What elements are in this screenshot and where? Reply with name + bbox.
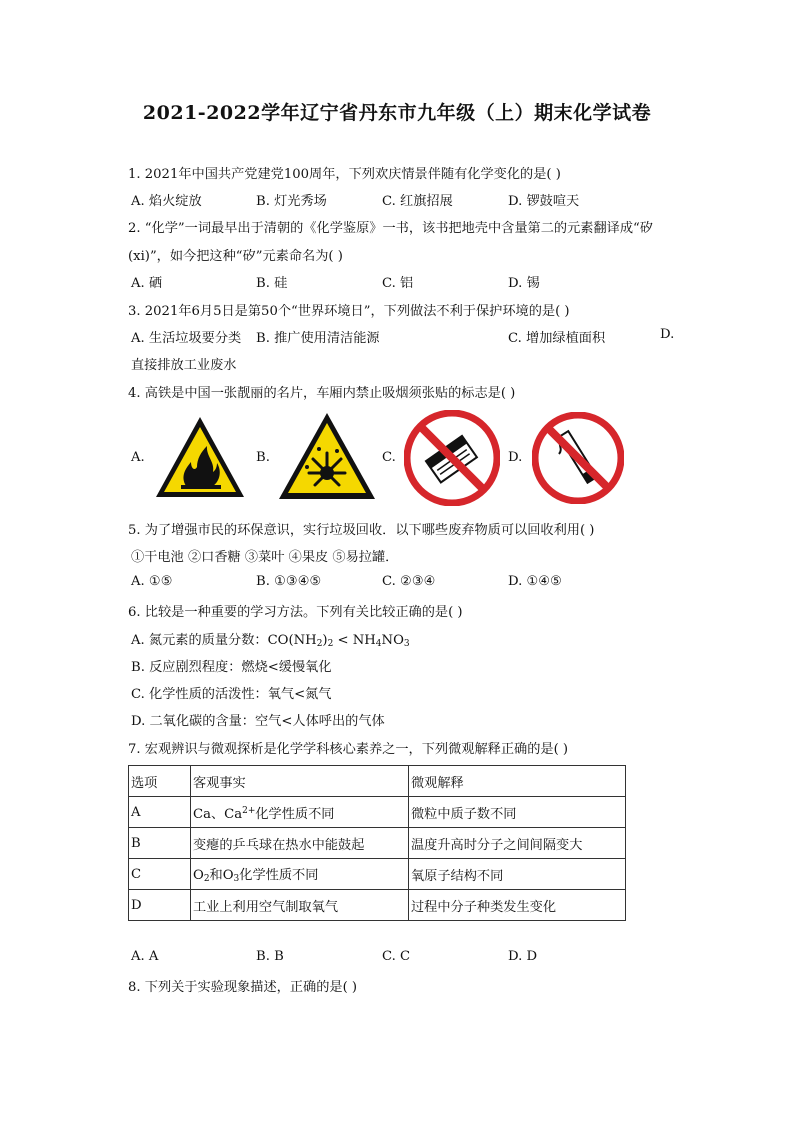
q4-option-a: A. (131, 450, 145, 465)
q6-option-c: C. 化学性质的活泼性：氧气<氮气 (131, 687, 332, 702)
q4-option-d: D. (508, 450, 523, 465)
no-matches-icon (404, 410, 500, 506)
row-fact: 工业上利用空气制取氧气 (191, 890, 409, 921)
q2-option-b: B. 硅 (256, 276, 288, 291)
q5-option-b: B. ①③④⑤ (256, 574, 322, 589)
q7-option-a: A. A (131, 949, 159, 964)
q6-option-a (131, 629, 410, 649)
q6-option-b: B. 反应剧烈程度：燃烧<缓慢氧化 (131, 660, 332, 675)
subscript: 4 (375, 639, 382, 649)
question-7-stem: 7. 宏观辨识与微观探析是化学学科核心素养之一，下列微观解释正确的是( ) (128, 742, 569, 757)
question-4-stem: 4. 高铁是中国一张靓丽的名片，车厢内禁止吸烟须张贴的标志是( ) (128, 386, 516, 401)
q3-option-b: B. 推广使用清洁能源 (256, 331, 380, 346)
question-6-stem: 6. 比较是一种重要的学习方法。下列有关比较正确的是( ) (128, 605, 463, 620)
q4-option-c: C. (382, 450, 396, 465)
q3-option-d: D. (660, 327, 675, 342)
header-explain: 微观解释 (409, 766, 626, 797)
subscript: 2 (203, 874, 210, 884)
table-row (129, 859, 626, 890)
row-option: D (129, 890, 191, 921)
row-option: B (129, 828, 191, 859)
q7-option-c: C. C (382, 949, 411, 964)
table-row (129, 828, 626, 859)
explosive-warning-icon (277, 411, 377, 503)
q7-table (128, 765, 626, 921)
q3-option-d-text: 直接排放工业废水 (131, 358, 237, 373)
q6-option-a-paren: ) (322, 633, 328, 648)
q3-option-c: C. 增加绿植面积 (508, 331, 606, 346)
fact-text: 化学性质不同 (255, 806, 335, 822)
subscript: 2 (316, 639, 323, 649)
fact-text: O (193, 868, 204, 883)
row-fact: 变瘪的乒乓球在热水中能鼓起 (191, 828, 409, 859)
header-option: 选项 (129, 766, 191, 797)
subscript: 2 (327, 639, 334, 649)
question-8-stem: 8. 下列关于实验现象描述，正确的是( ) (128, 980, 358, 995)
row-option: A (129, 797, 191, 828)
q5-option-c: C. ②③④ (382, 574, 436, 589)
fact-text: 化学性质不同 (239, 868, 319, 883)
header-fact: 客观事实 (191, 766, 409, 797)
question-5-stem: 5. 为了增强市民的环保意识，实行垃圾回收．以下哪些废弃物质可以回收利用( ) (128, 523, 595, 538)
fact-text: Ca、Ca (193, 806, 243, 822)
q5-items: ①干电池 ②口香糖 ③菜叶 ④果皮 ⑤易拉罐． (131, 550, 399, 565)
q6-option-a-no: NO (381, 633, 404, 648)
question-2-stem-line2: (xi)”，如今把这种“矽”元素命名为( ) (128, 249, 343, 264)
row-fact (191, 797, 409, 828)
subscript: 3 (403, 639, 410, 649)
q6-option-d: D. 二氧化碳的含量：空气<人体呼出的气体 (131, 714, 385, 729)
q2-option-c: C. 铝 (382, 276, 414, 291)
exam-title: 2021-2022学年辽宁省丹东市九年级（上）期末化学试卷 (142, 102, 652, 124)
q2-option-a: A. 硒 (131, 276, 163, 291)
q1-option-a: A. 焰火绽放 (131, 194, 202, 209)
q1-option-d: D. 锣鼓喧天 (508, 194, 580, 209)
q5-option-a: A. ①⑤ (131, 574, 173, 589)
table-row (129, 890, 626, 921)
question-3-stem: 3. 2021年6月5日是第50个“世界环境日”，下列做法不利于保护环境的是( ) (128, 304, 570, 319)
row-explain: 过程中分子种类发生变化 (409, 890, 626, 921)
q4-option-b: B. (256, 450, 270, 465)
q2-option-d: D. 锡 (508, 276, 540, 291)
row-option: C (129, 859, 191, 890)
subscript: 3 (233, 874, 240, 884)
q7-option-d: D. D (508, 949, 538, 964)
q7-option-b: B. B (256, 949, 284, 964)
question-2-stem-line1: 2. “化学”一词最早出于清朝的《化学鉴原》一书，该书把地壳中含量第二的元素翻译成“矽 (128, 221, 653, 236)
row-explain: 氧原子结构不同 (409, 859, 626, 890)
table-row (129, 797, 626, 828)
q6-option-a-lt: < NH (333, 633, 376, 648)
superscript: 2+ (242, 805, 256, 816)
question-1-stem: 1. 2021年中国共产党建党100周年，下列欢庆情景伴随有化学变化的是( ) (128, 167, 561, 182)
row-fact (191, 859, 409, 890)
no-smoking-icon (532, 412, 624, 504)
row-explain: 微粒中质子数不同 (409, 797, 626, 828)
flammable-warning-icon (153, 414, 247, 500)
q6-option-a-prefix: A. 氮元素的质量分数：CO(NH (131, 633, 317, 648)
fact-text: 和O (209, 868, 234, 883)
row-explain: 温度升高时分子之间间隔变大 (409, 828, 626, 859)
q3-option-a: A. 生活垃圾要分类 (131, 331, 242, 346)
q5-option-d: D. ①④⑤ (508, 574, 562, 589)
q1-option-b: B. 灯光秀场 (256, 194, 327, 209)
q1-option-c: C. 红旗招展 (382, 194, 453, 209)
table-header-row (129, 766, 626, 797)
